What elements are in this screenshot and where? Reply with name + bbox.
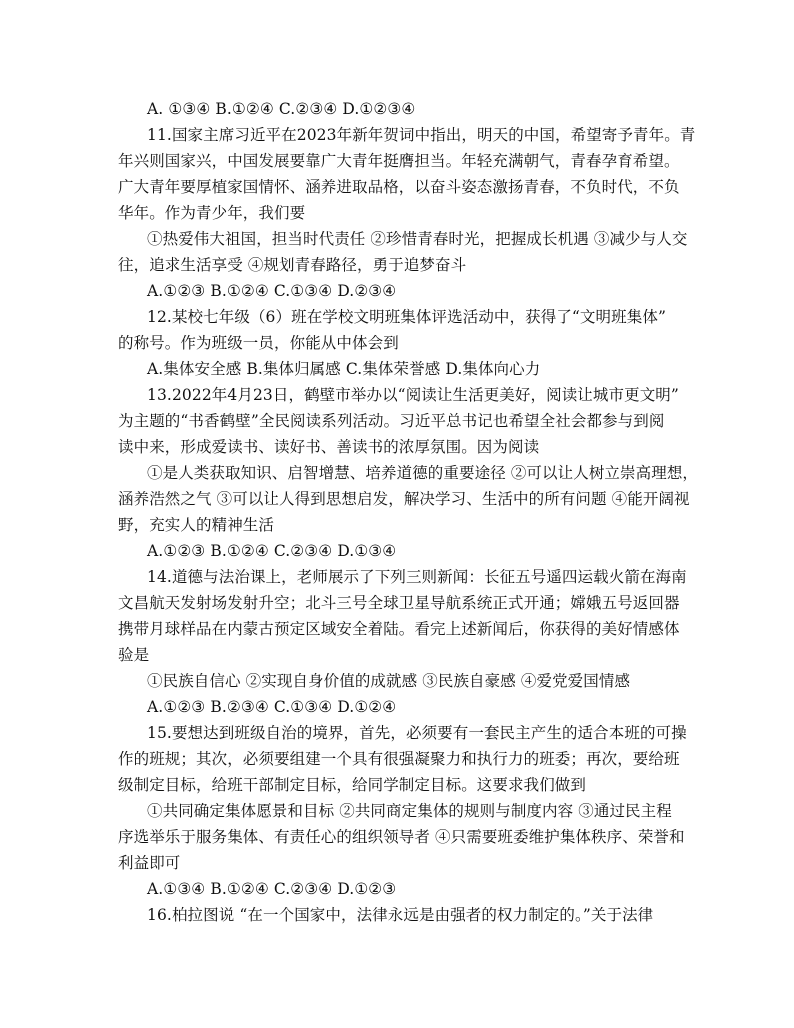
q14-stem-line: 验是 xyxy=(118,646,150,664)
question-13 xyxy=(118,382,699,564)
question-14 xyxy=(118,564,687,720)
q16-stem-line: 16.柏拉图说 “在一个国家中，法律永远是由强者的权力制定的。”关于法律 xyxy=(147,906,654,924)
question-16 xyxy=(118,902,680,928)
q13-statements-line: ①是人类获取知识、启智增慧、培养道德的重要途径 ②可以让人树立崇高理想， xyxy=(147,464,699,482)
q11-stem-line: 11.国家主席习近平在2023年新年贺词中指出，明天的中国，希望寄予青年。青 xyxy=(147,126,696,144)
q10-answer-options: A. ①③④ B.①②④ C.②③④ D.①②③④ xyxy=(147,100,416,118)
q15-answer-options: A.①③④ B.①②④ C.②③④ D.①②③ xyxy=(147,880,397,898)
q13-statements-line: 涵养浩然之气 ③可以让人得到思想启发，解决学习、生活中的所有问题 ④能开阔视 xyxy=(118,490,690,508)
q11-stem-line: 广大青年要厚植家国情怀、涵养进取品格，以奋斗姿态激扬青春，不负时代，不负 xyxy=(118,178,680,196)
question-11 xyxy=(118,122,696,304)
q12-stem-line: 的称号。作为班级一员，你能从中体会到 xyxy=(118,334,399,352)
q15-stem-line: 15.要想达到班级自治的境界，首先，必须要有一套民主产生的适合本班的可操 xyxy=(147,724,687,742)
q13-stem-line: 为主题的“书香鹤壁”全民阅读系列活动。习近平总书记也希望全社会都参与到阅 xyxy=(118,412,665,430)
q12-stem-line: 12.某校七年级（6）班在学校文明班集体评选活动中，获得了“文明班集体” xyxy=(147,308,666,326)
exam-page xyxy=(118,96,699,928)
q14-stem-line: 携带月球样品在内蒙古预定区域安全着陆。看完上述新闻后，你获得的美好情感体 xyxy=(118,620,680,638)
q11-statements-line: ①热爱伟大祖国，担当时代责任 ②珍惜青春时光，把握成长机遇 ③减少与人交 xyxy=(147,230,688,248)
q13-stem-line: 读中来，形成爱读书、读好书、善读书的浓厚氛围。因为阅读 xyxy=(118,438,540,456)
q11-stem-line: 华年。作为青少年，我们要 xyxy=(118,204,306,222)
q11-answer-options: A.①②③ B.①②④ C.①③④ D.②③④ xyxy=(147,282,397,300)
q14-statements-line: ①民族自信心 ②实现自身价值的成就感 ③民族自豪感 ④爱党爱国情感 xyxy=(147,672,631,690)
q15-stem-line: 作的班规；其次，必须要组建一个具有很强凝聚力和执行力的班委；再次，要给班 xyxy=(118,750,680,768)
q15-statements-line: ①共同确定集体愿景和目标 ②共同商定集体的规则与制度内容 ③通过民主程 xyxy=(147,802,672,820)
q15-statements-line: 利益即可 xyxy=(118,854,181,872)
q14-answer-options: A.①②③ B.②③④ C.①③④ D.①②④ xyxy=(147,698,397,716)
q13-statements-line: 野，充实人的精神生活 xyxy=(118,516,275,534)
q14-stem-line: 14.道德与法治课上，老师展示了下列三则新闻：长征五号遥四运载火箭在海南 xyxy=(147,568,687,586)
question-12 xyxy=(118,304,680,382)
q11-stem-line: 年兴则国家兴，中国发展要靠广大青年挺膺担当。年轻充满朝气，青春孕育希望。 xyxy=(118,152,680,170)
q14-stem-line: 文昌航天发射场发射升空；北斗三号全球卫星导航系统正式开通；嫦娥五号返回器 xyxy=(118,594,680,612)
q13-stem-line: 13.2022年4月23日，鹤壁市举办以“阅读让生活更美好，阅读让城市更文明” xyxy=(147,386,679,404)
q15-stem-line: 级制定目标，给班干部制定目标，给同学制定目标。这要求我们做到 xyxy=(118,776,587,794)
question-15 xyxy=(118,720,687,902)
q11-statements-line: 往，追求生活享受 ④规划青春路径，勇于追梦奋斗 xyxy=(118,256,467,274)
q15-statements-line: 序选举乐于服务集体、有责任心的组织领导者 ④只需要班委维护集体秩序、荣誉和 xyxy=(118,828,685,846)
q12-answer-options: A.集体安全感 B.集体归属感 C.集体荣誉感 D.集体向心力 xyxy=(147,360,541,378)
q13-answer-options: A.①②③ B.①②④ C.②③④ D.①③④ xyxy=(147,542,397,560)
